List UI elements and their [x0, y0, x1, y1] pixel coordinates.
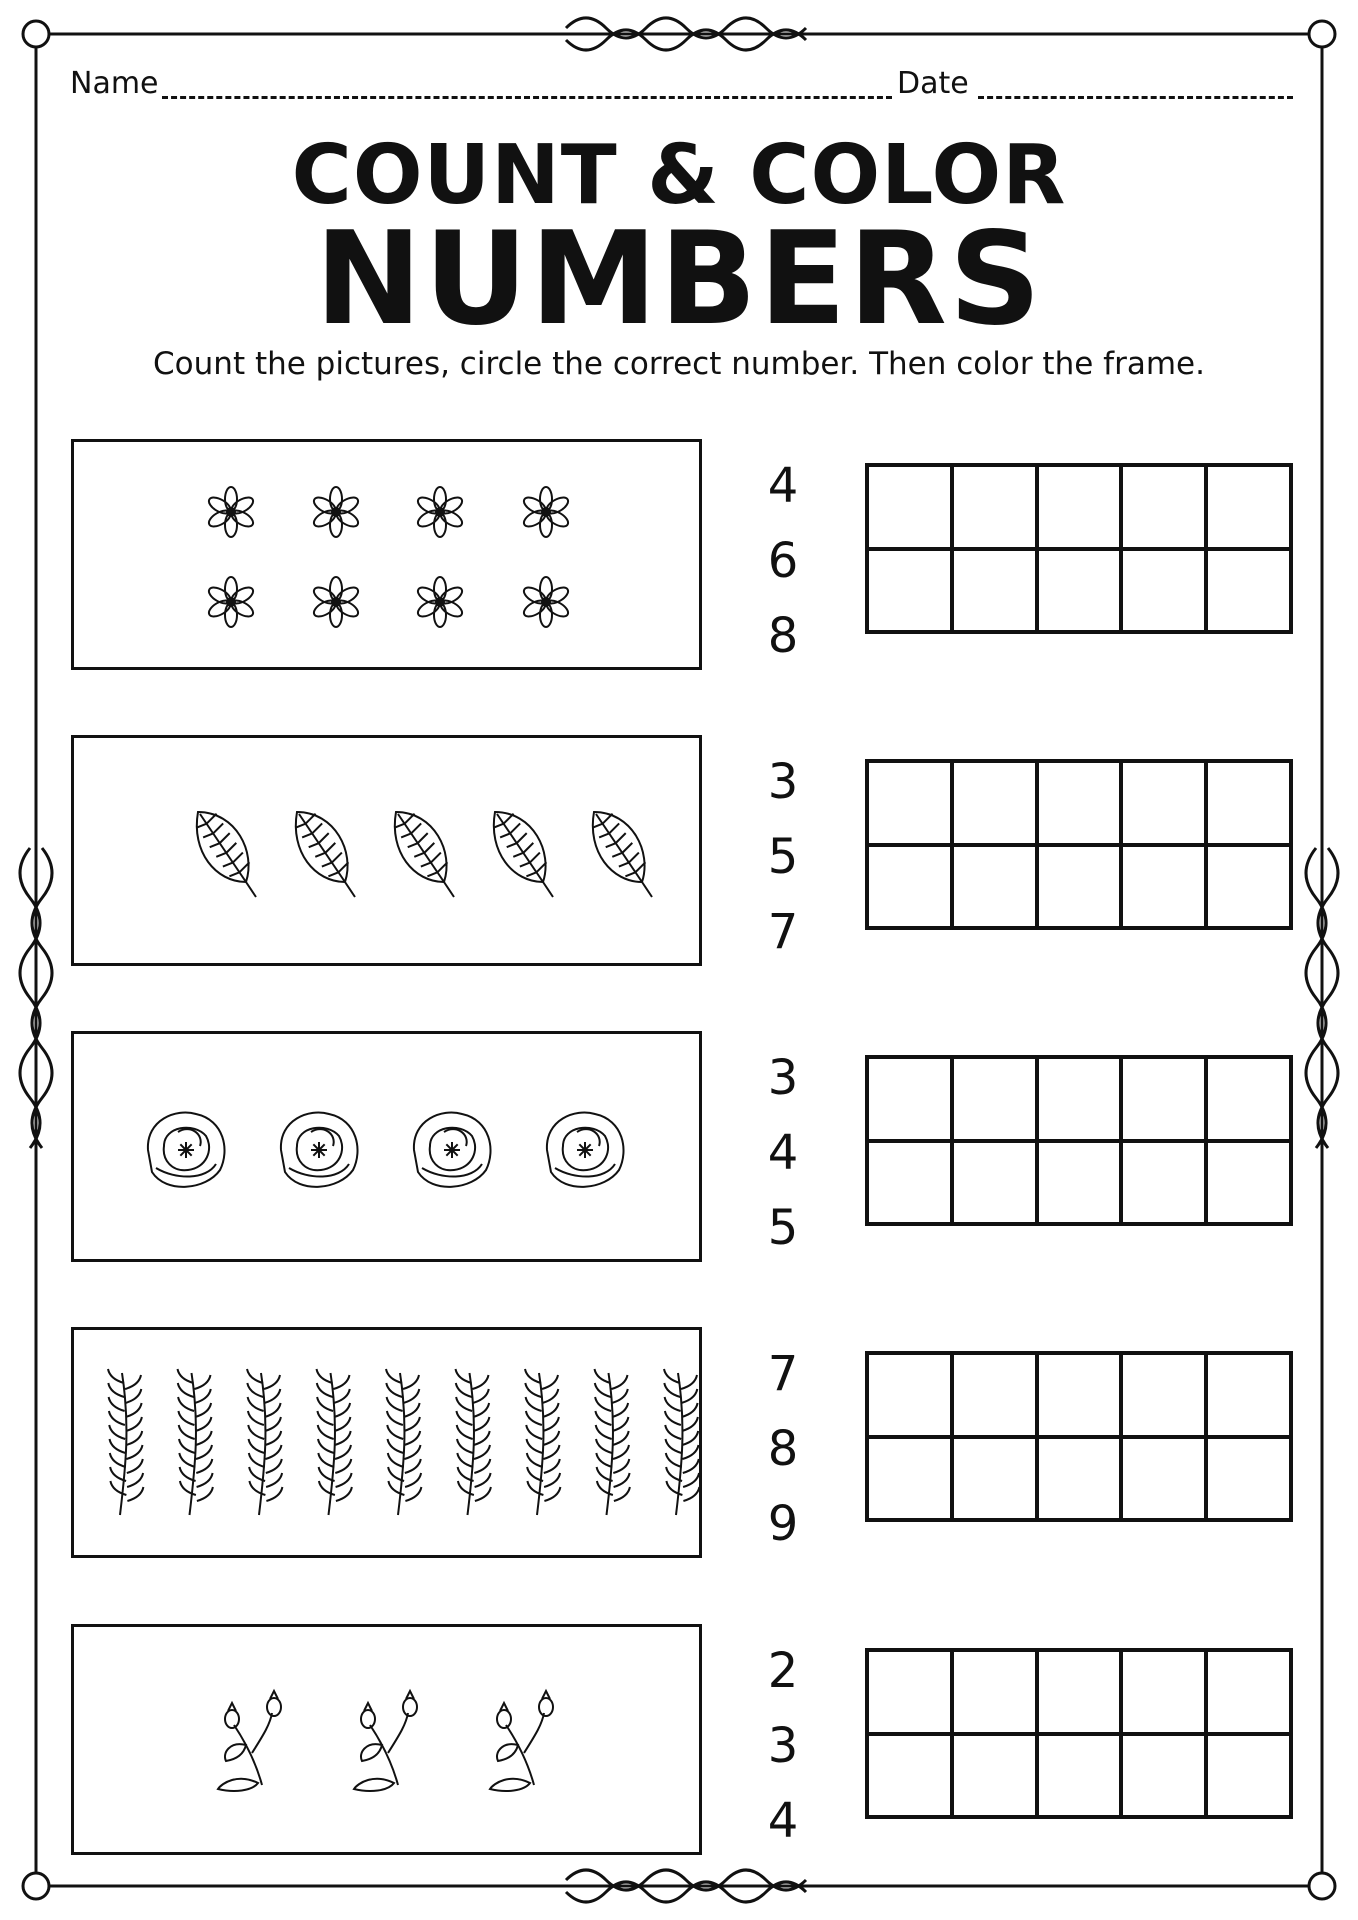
ten-frame-cell[interactable] [1121, 1057, 1206, 1141]
ten-frame-cell[interactable] [867, 1057, 952, 1141]
ten-frame-cell[interactable] [1206, 1650, 1291, 1734]
ten-frame-cell[interactable] [1206, 845, 1291, 929]
sprig-icon [247, 1369, 282, 1515]
ten-frame-cell[interactable] [1121, 1437, 1206, 1521]
ten-frame-cell[interactable] [1121, 1734, 1206, 1818]
ten-frame-cell[interactable] [1121, 761, 1206, 845]
rose-icon [414, 1113, 491, 1187]
rose-icon [148, 1113, 225, 1187]
leaf-icon [395, 812, 454, 897]
number-option[interactable]: 8 [767, 608, 799, 664]
ten-frame-cell[interactable] [867, 1353, 952, 1437]
ten-frame-cell[interactable] [1121, 1141, 1206, 1225]
ten-frame-cell[interactable] [1037, 1057, 1122, 1141]
number-option[interactable]: 4 [767, 1793, 799, 1849]
ten-frame-cell[interactable] [1121, 465, 1206, 549]
berry-branch-icon [218, 1691, 281, 1791]
number-option[interactable]: 5 [767, 829, 799, 885]
ten-frame-cell[interactable] [1121, 1353, 1206, 1437]
sprig-icon [595, 1369, 630, 1515]
ten-frame-cell[interactable] [952, 761, 1037, 845]
ten-frame-cell[interactable] [1037, 1650, 1122, 1734]
ten-frame-cell[interactable] [1206, 1734, 1291, 1818]
number-option[interactable]: 5 [767, 1200, 799, 1256]
ten-frame-cell[interactable] [1037, 761, 1122, 845]
flower-icon [206, 487, 255, 537]
ten-frame-cell[interactable] [867, 465, 952, 549]
exercise-row [0, 1624, 1358, 1864]
berry-branch-icon [354, 1691, 417, 1791]
ten-frame-cell[interactable] [867, 1437, 952, 1521]
ten-frame-cell[interactable] [952, 1734, 1037, 1818]
ten-frame-cell[interactable] [867, 549, 952, 633]
ten-frame-cell[interactable] [1037, 845, 1122, 929]
rose-icon [547, 1113, 624, 1187]
ten-frame-cell[interactable] [867, 1734, 952, 1818]
ten-frame-cell[interactable] [952, 1650, 1037, 1734]
date-label: Date [897, 66, 969, 101]
number-options [755, 449, 811, 674]
sprig-icon [386, 1369, 421, 1515]
leaf-icon [593, 812, 652, 897]
picture-box [71, 735, 702, 966]
ten-frame-cell[interactable] [1206, 1353, 1291, 1437]
ten-frame-cell[interactable] [1037, 549, 1122, 633]
ten-frame-cell[interactable] [1037, 1734, 1122, 1818]
ten-frame-cell[interactable] [952, 1057, 1037, 1141]
ten-frame-cell[interactable] [1206, 1057, 1291, 1141]
ten-frame-cell[interactable] [952, 1353, 1037, 1437]
picture-box [71, 1327, 702, 1558]
flower-icon [311, 577, 360, 627]
title-line-1: COUNT & COLOR [291, 128, 1067, 223]
number-options [755, 1041, 811, 1266]
number-option[interactable]: 8 [767, 1421, 799, 1477]
number-option[interactable]: 4 [767, 458, 799, 514]
ten-frame-cell[interactable] [952, 845, 1037, 929]
sprig-icon [178, 1369, 213, 1515]
ten-frame-cell[interactable] [1206, 1437, 1291, 1521]
berry-branch-icon [490, 1691, 553, 1791]
picture-box [71, 439, 702, 670]
ten-frame-cell[interactable] [952, 1141, 1037, 1225]
name-label: Name [70, 66, 159, 101]
sprig-icon [317, 1369, 352, 1515]
ten-frame-cell[interactable] [1206, 1141, 1291, 1225]
ten-frame-cell[interactable] [867, 1650, 952, 1734]
ten-frame-cell[interactable] [1206, 761, 1291, 845]
exercise-row [0, 1031, 1358, 1271]
number-option[interactable]: 7 [767, 904, 799, 960]
name-field[interactable] [162, 96, 892, 99]
ten-frame-cell[interactable] [867, 845, 952, 929]
ten-frame-cell[interactable] [1206, 465, 1291, 549]
sprig-icon [108, 1369, 143, 1515]
rose-icon [281, 1113, 358, 1187]
ten-frame-cell[interactable] [1121, 549, 1206, 633]
number-options [755, 745, 811, 970]
picture-box [71, 1031, 702, 1262]
number-option[interactable]: 7 [767, 1346, 799, 1402]
number-option[interactable]: 3 [767, 754, 799, 810]
flower-icon [415, 577, 464, 627]
exercise-row [0, 735, 1358, 975]
number-options [755, 1634, 811, 1859]
ten-frame-cell[interactable] [867, 1141, 952, 1225]
flower-icon [521, 577, 570, 627]
number-option[interactable]: 2 [767, 1643, 799, 1699]
ten-frame [865, 1351, 1293, 1522]
ten-frame [865, 759, 1293, 930]
date-field[interactable] [978, 96, 1293, 99]
ten-frame-cell[interactable] [1121, 1650, 1206, 1734]
number-option[interactable]: 4 [767, 1125, 799, 1181]
ten-frame-cell[interactable] [1121, 845, 1206, 929]
number-option[interactable]: 9 [767, 1496, 799, 1552]
ten-frame [865, 463, 1293, 634]
ten-frame-cell[interactable] [1037, 1141, 1122, 1225]
flower-icon [521, 487, 570, 537]
ten-frame-cell[interactable] [1037, 465, 1122, 549]
leaf-icon [494, 812, 553, 897]
number-options [755, 1337, 811, 1562]
sprig-icon [664, 1369, 699, 1515]
instructions: Count the pictures, circle the correct number. Then color the frame. [153, 346, 1205, 382]
sprig-icon [525, 1369, 560, 1515]
leaf-icon [296, 812, 355, 897]
number-option[interactable]: 3 [767, 1050, 799, 1106]
ten-frame-cell[interactable] [952, 549, 1037, 633]
ten-frame-cell[interactable] [1037, 1437, 1122, 1521]
ten-frame-cell[interactable] [1206, 549, 1291, 633]
title-line-2: NUMBERS [314, 205, 1044, 354]
ten-frame-cell[interactable] [1037, 1353, 1122, 1437]
number-option[interactable]: 3 [767, 1718, 799, 1774]
ten-frame [865, 1648, 1293, 1819]
flower-icon [206, 577, 255, 627]
flower-icon [415, 487, 464, 537]
ten-frame-cell[interactable] [952, 1437, 1037, 1521]
ten-frame [865, 1055, 1293, 1226]
picture-box [71, 1624, 702, 1855]
exercise-row [0, 1327, 1358, 1567]
ten-frame-cell[interactable] [867, 761, 952, 845]
leaf-icon [197, 812, 256, 897]
ten-frame-cell[interactable] [952, 465, 1037, 549]
flower-icon [311, 487, 360, 537]
sprig-icon [456, 1369, 491, 1515]
number-option[interactable]: 6 [767, 533, 799, 589]
exercise-row [0, 439, 1358, 679]
